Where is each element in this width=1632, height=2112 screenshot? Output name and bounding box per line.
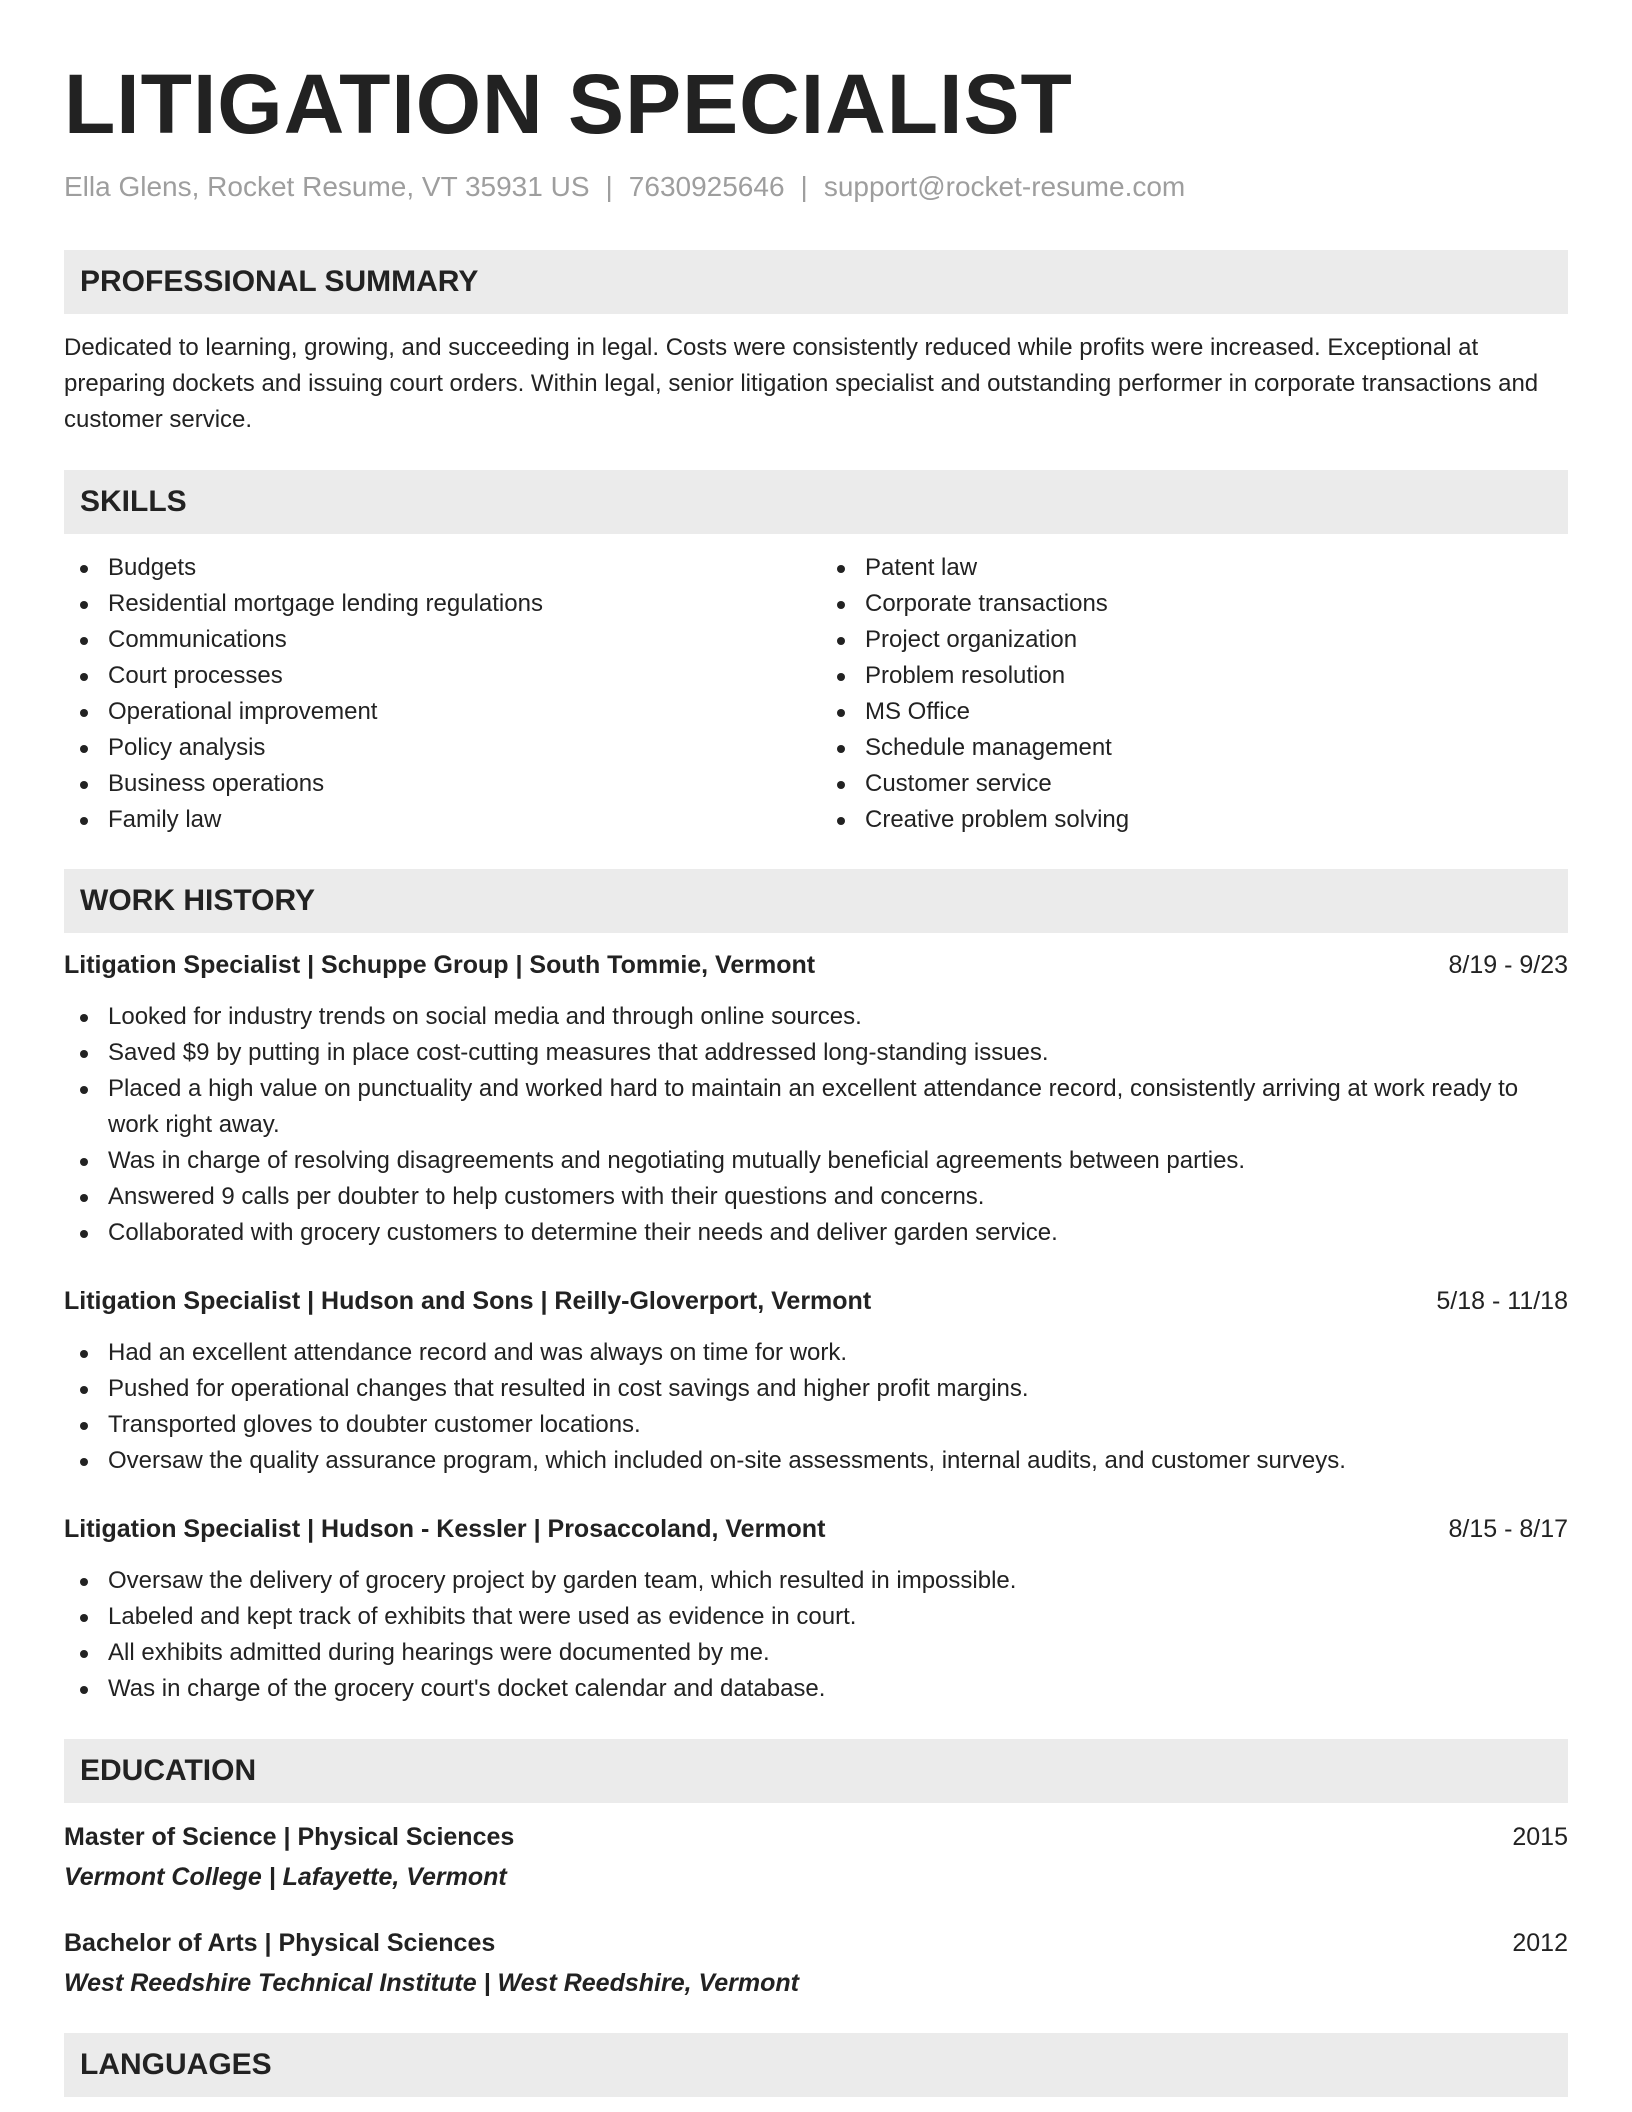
work-history-section: [64, 869, 1568, 1707]
skill-item: Corporate transactions: [821, 586, 1568, 622]
summary-section: [64, 250, 1568, 438]
education-entry: [64, 1819, 1568, 1895]
skill-item: Residential mortgage lending regulations: [64, 586, 811, 622]
job-bullets: [64, 1335, 1568, 1479]
education-year: 2012: [1512, 1929, 1568, 1957]
job-bullets: [64, 999, 1568, 1251]
education-school: Vermont College | Lafayette, Vermont: [64, 1863, 507, 1891]
skill-item: Patent law: [821, 550, 1568, 586]
education-entry: [64, 1925, 1568, 2001]
job-bullet: Labeled and kept track of exhibits that were used as evidence in court.: [64, 1599, 1568, 1635]
education-degree: Bachelor of Arts | Physical Sciences: [64, 1929, 496, 1957]
education-section: [64, 1739, 1568, 2001]
skill-item: MS Office: [821, 694, 1568, 730]
skills-heading: SKILLS: [64, 470, 1568, 534]
education-year: 2015: [1512, 1823, 1568, 1851]
job-bullet: Looked for industry trends on social media and through online sources.: [64, 999, 1568, 1035]
job-entry: [64, 947, 1568, 1251]
job-bullet: Transported gloves to doubter customer locations.: [64, 1407, 1568, 1443]
job-bullet: All exhibits admitted during hearings were documented by me.: [64, 1635, 1568, 1671]
job-header: [64, 1283, 1568, 1319]
job-bullet: Was in charge of the grocery court's docket calendar and database.: [64, 1671, 1568, 1707]
resume-title: LITIGATION SPECIALIST: [64, 57, 1073, 151]
languages-heading: LANGUAGES: [64, 2033, 1568, 2097]
contact-separator: |: [605, 171, 613, 202]
contact-address: Ella Glens, Rocket Resume, VT 35931 US: [64, 171, 590, 202]
work-history-heading: WORK HISTORY: [64, 869, 1568, 933]
job-date: 8/19 - 9/23: [1448, 951, 1568, 979]
skill-item: Policy analysis: [64, 730, 811, 766]
skill-item: Communications: [64, 622, 811, 658]
job-bullet: Collaborated with grocery customers to determine their needs and deliver garden service.: [64, 1215, 1568, 1251]
skills-section: [64, 470, 1568, 838]
contact-separator: |: [800, 171, 808, 202]
education-school: West Reedshire Technical Institute | West Reedshire, Vermont: [64, 1969, 799, 1997]
job-entry: [64, 1283, 1568, 1479]
job-bullet: Oversaw the delivery of grocery project by garden team, which resulted in impossible.: [64, 1563, 1568, 1599]
education-header: [64, 1819, 1568, 1855]
contact-line: [64, 170, 1568, 204]
skill-item: Business operations: [64, 766, 811, 802]
skills-grid: [64, 550, 1568, 838]
job-title: Litigation Specialist | Schuppe Group | South Tommie, Vermont: [64, 951, 816, 979]
job-bullet: Oversaw the quality assurance program, which included on-site assessments, internal audits, and customer surveys.: [64, 1443, 1568, 1479]
job-bullet: Pushed for operational changes that resulted in cost savings and higher profit margins.: [64, 1371, 1568, 1407]
skill-item: Court processes: [64, 658, 811, 694]
contact-phone: 7630925646: [628, 171, 785, 202]
job-date: 5/18 - 11/18: [1436, 1287, 1568, 1315]
skill-item: Creative problem solving: [821, 802, 1568, 838]
skill-item: Project organization: [821, 622, 1568, 658]
summary-text: Dedicated to learning, growing, and succeeding in legal. Costs were consistently reduced while profits were increased. Exceptional at preparing dockets and issuing court orders. Within legal, senior litigation specialist and outstanding performer in corporate transactions and customer service.: [64, 334, 1539, 433]
job-header: [64, 1511, 1568, 1547]
job-bullet: Had an excellent attendance record and was always on time for work.: [64, 1335, 1568, 1371]
education-degree: Master of Science | Physical Sciences: [64, 1823, 515, 1851]
job-bullet: Was in charge of resolving disagreements and negotiating mutually beneficial agreements between parties.: [64, 1143, 1568, 1179]
job-bullets: [64, 1563, 1568, 1707]
skill-item: Operational improvement: [64, 694, 811, 730]
skill-item: Family law: [64, 802, 811, 838]
education-heading: EDUCATION: [64, 1739, 1568, 1803]
skill-item: Budgets: [64, 550, 811, 586]
job-title: Litigation Specialist | Hudson - Kessler | Prosaccoland, Vermont: [64, 1515, 826, 1543]
skill-item: Schedule management: [821, 730, 1568, 766]
job-bullet: Placed a high value on punctuality and worked hard to maintain an excellent attendance record, consistently arriving at work ready to work right away.: [64, 1071, 1568, 1143]
languages-section: [64, 2033, 1568, 2097]
skills-column-right: [811, 550, 1568, 838]
skill-item: Customer service: [821, 766, 1568, 802]
job-title: Litigation Specialist | Hudson and Sons | Reilly-Gloverport, Vermont: [64, 1287, 872, 1315]
job-bullet: Saved $9 by putting in place cost-cutting measures that addressed long-standing issues.: [64, 1035, 1568, 1071]
skill-item: Problem resolution: [821, 658, 1568, 694]
job-header: [64, 947, 1568, 983]
education-header: [64, 1925, 1568, 1961]
contact-email: support@rocket-resume.com: [823, 171, 1186, 202]
job-entry: [64, 1511, 1568, 1707]
job-bullet: Answered 9 calls per doubter to help customers with their questions and concerns.: [64, 1179, 1568, 1215]
summary-heading: PROFESSIONAL SUMMARY: [64, 250, 1568, 314]
job-date: 8/15 - 8/17: [1448, 1515, 1568, 1543]
skills-column-left: [64, 550, 811, 838]
